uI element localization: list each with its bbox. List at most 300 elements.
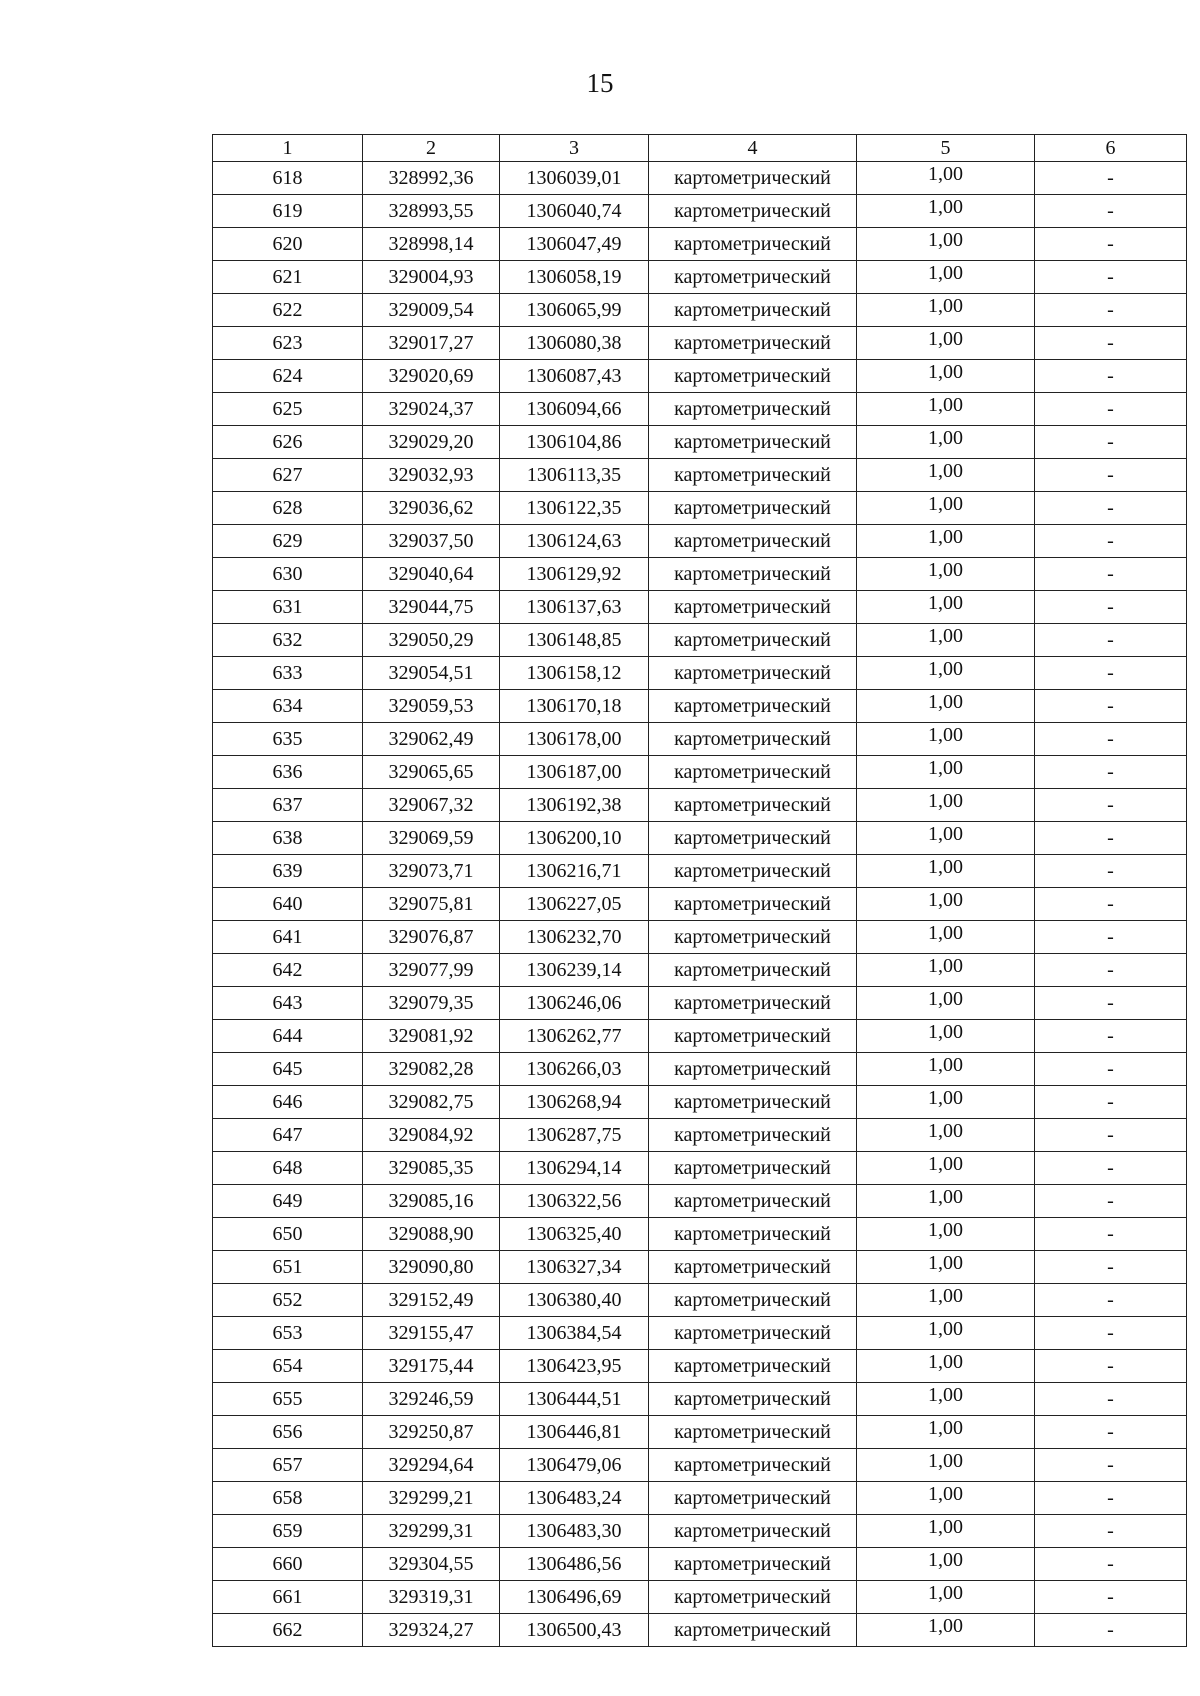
y-coordinate-cell: 1306268,94: [500, 1086, 649, 1119]
point-number-cell: 637: [213, 789, 363, 822]
x-coordinate-cell: 329009,54: [363, 294, 500, 327]
x-coordinate-cell: 329324,27: [363, 1614, 500, 1647]
note-cell: -: [1035, 261, 1187, 294]
point-number-cell: 644: [213, 1020, 363, 1053]
accuracy-cell: 1,00: [857, 1383, 1035, 1416]
y-coordinate-cell: 1306192,38: [500, 789, 649, 822]
y-coordinate-cell: 1306129,92: [500, 558, 649, 591]
point-number-cell: 653: [213, 1317, 363, 1350]
y-coordinate-cell: 1306065,99: [500, 294, 649, 327]
point-number-cell: 661: [213, 1581, 363, 1614]
note-cell: -: [1035, 195, 1187, 228]
y-coordinate-cell: 1306262,77: [500, 1020, 649, 1053]
y-coordinate-cell: 1306496,69: [500, 1581, 649, 1614]
y-coordinate-cell: 1306380,40: [500, 1284, 649, 1317]
table-row: [213, 162, 1187, 195]
x-coordinate-cell: 329020,69: [363, 360, 500, 393]
accuracy-cell: 1,00: [857, 1350, 1035, 1383]
table-header: [213, 135, 1187, 162]
method-cell: картометрический: [649, 723, 857, 756]
note-cell: -: [1035, 1482, 1187, 1515]
method-cell: картометрический: [649, 1218, 857, 1251]
note-cell: -: [1035, 1284, 1187, 1317]
y-coordinate-cell: 1306325,40: [500, 1218, 649, 1251]
x-coordinate-cell: 329069,59: [363, 822, 500, 855]
note-cell: -: [1035, 1185, 1187, 1218]
y-coordinate-cell: 1306148,85: [500, 624, 649, 657]
x-coordinate-cell: 329088,90: [363, 1218, 500, 1251]
accuracy-cell: 1,00: [857, 921, 1035, 954]
method-cell: картометрический: [649, 1317, 857, 1350]
note-cell: -: [1035, 360, 1187, 393]
method-cell: картометрический: [649, 954, 857, 987]
coordinates-table: [212, 134, 1187, 1647]
accuracy-cell: 1,00: [857, 723, 1035, 756]
method-cell: картометрический: [649, 855, 857, 888]
y-coordinate-cell: 1306266,03: [500, 1053, 649, 1086]
table-row: [213, 393, 1187, 426]
method-cell: картометрический: [649, 1614, 857, 1647]
x-coordinate-cell: 329044,75: [363, 591, 500, 624]
table-row: [213, 1482, 1187, 1515]
method-cell: картометрический: [649, 1251, 857, 1284]
table-row: [213, 228, 1187, 261]
x-coordinate-cell: 329037,50: [363, 525, 500, 558]
x-coordinate-cell: 329017,27: [363, 327, 500, 360]
method-cell: картометрический: [649, 426, 857, 459]
method-cell: картометрический: [649, 657, 857, 690]
y-coordinate-cell: 1306444,51: [500, 1383, 649, 1416]
y-coordinate-cell: 1306200,10: [500, 822, 649, 855]
note-cell: -: [1035, 723, 1187, 756]
y-coordinate-cell: 1306094,66: [500, 393, 649, 426]
point-number-cell: 650: [213, 1218, 363, 1251]
y-coordinate-cell: 1306039,01: [500, 162, 649, 195]
method-cell: картометрический: [649, 195, 857, 228]
column-header-5: 5: [857, 135, 1035, 162]
accuracy-cell: 1,00: [857, 393, 1035, 426]
point-number-cell: 652: [213, 1284, 363, 1317]
x-coordinate-cell: 329073,71: [363, 855, 500, 888]
accuracy-cell: 1,00: [857, 162, 1035, 195]
note-cell: -: [1035, 327, 1187, 360]
point-number-cell: 645: [213, 1053, 363, 1086]
point-number-cell: 656: [213, 1416, 363, 1449]
y-coordinate-cell: 1306158,12: [500, 657, 649, 690]
point-number-cell: 631: [213, 591, 363, 624]
accuracy-cell: 1,00: [857, 1152, 1035, 1185]
y-coordinate-cell: 1306483,24: [500, 1482, 649, 1515]
accuracy-cell: 1,00: [857, 1020, 1035, 1053]
table-row: [213, 1548, 1187, 1581]
note-cell: -: [1035, 1317, 1187, 1350]
note-cell: -: [1035, 954, 1187, 987]
x-coordinate-cell: 329082,75: [363, 1086, 500, 1119]
method-cell: картометрический: [649, 1581, 857, 1614]
table-row: [213, 1251, 1187, 1284]
y-coordinate-cell: 1306137,63: [500, 591, 649, 624]
note-cell: -: [1035, 1614, 1187, 1647]
y-coordinate-cell: 1306170,18: [500, 690, 649, 723]
point-number-cell: 658: [213, 1482, 363, 1515]
column-header-6: 6: [1035, 135, 1187, 162]
method-cell: картометрический: [649, 624, 857, 657]
table-row: [213, 855, 1187, 888]
note-cell: -: [1035, 393, 1187, 426]
note-cell: -: [1035, 294, 1187, 327]
table-row: [213, 987, 1187, 1020]
method-cell: картометрический: [649, 1185, 857, 1218]
accuracy-cell: 1,00: [857, 1614, 1035, 1647]
method-cell: картометрический: [649, 1515, 857, 1548]
note-cell: -: [1035, 690, 1187, 723]
note-cell: -: [1035, 1383, 1187, 1416]
method-cell: картометрический: [649, 492, 857, 525]
y-coordinate-cell: 1306294,14: [500, 1152, 649, 1185]
accuracy-cell: 1,00: [857, 987, 1035, 1020]
x-coordinate-cell: 329304,55: [363, 1548, 500, 1581]
y-coordinate-cell: 1306479,06: [500, 1449, 649, 1482]
x-coordinate-cell: 329062,49: [363, 723, 500, 756]
accuracy-cell: 1,00: [857, 525, 1035, 558]
method-cell: картометрический: [649, 294, 857, 327]
method-cell: картометрический: [649, 987, 857, 1020]
note-cell: -: [1035, 1251, 1187, 1284]
table-row: [213, 690, 1187, 723]
point-number-cell: 620: [213, 228, 363, 261]
method-cell: картометрический: [649, 756, 857, 789]
accuracy-cell: 1,00: [857, 492, 1035, 525]
x-coordinate-cell: 329299,21: [363, 1482, 500, 1515]
y-coordinate-cell: 1306087,43: [500, 360, 649, 393]
method-cell: картометрический: [649, 690, 857, 723]
method-cell: картометрический: [649, 789, 857, 822]
method-cell: картометрический: [649, 327, 857, 360]
y-coordinate-cell: 1306246,06: [500, 987, 649, 1020]
point-number-cell: 660: [213, 1548, 363, 1581]
accuracy-cell: 1,00: [857, 591, 1035, 624]
note-cell: -: [1035, 1020, 1187, 1053]
accuracy-cell: 1,00: [857, 294, 1035, 327]
method-cell: картометрический: [649, 1020, 857, 1053]
point-number-cell: 642: [213, 954, 363, 987]
note-cell: -: [1035, 756, 1187, 789]
x-coordinate-cell: 329075,81: [363, 888, 500, 921]
note-cell: -: [1035, 855, 1187, 888]
table-row: [213, 558, 1187, 591]
x-coordinate-cell: 329040,64: [363, 558, 500, 591]
table-row: [213, 459, 1187, 492]
accuracy-cell: 1,00: [857, 1515, 1035, 1548]
y-coordinate-cell: 1306124,63: [500, 525, 649, 558]
method-cell: картометрический: [649, 1416, 857, 1449]
note-cell: -: [1035, 591, 1187, 624]
accuracy-cell: 1,00: [857, 1218, 1035, 1251]
note-cell: -: [1035, 1350, 1187, 1383]
point-number-cell: 632: [213, 624, 363, 657]
y-coordinate-cell: 1306486,56: [500, 1548, 649, 1581]
table-row: [213, 1185, 1187, 1218]
method-cell: картометрический: [649, 888, 857, 921]
accuracy-cell: 1,00: [857, 1119, 1035, 1152]
page-number: 15: [586, 68, 614, 98]
point-number-cell: 639: [213, 855, 363, 888]
note-cell: -: [1035, 1053, 1187, 1086]
accuracy-cell: 1,00: [857, 1581, 1035, 1614]
x-coordinate-cell: 329036,62: [363, 492, 500, 525]
accuracy-cell: 1,00: [857, 1284, 1035, 1317]
point-number-cell: 626: [213, 426, 363, 459]
y-coordinate-cell: 1306322,56: [500, 1185, 649, 1218]
x-coordinate-cell: 329155,47: [363, 1317, 500, 1350]
table-row: [213, 1515, 1187, 1548]
y-coordinate-cell: 1306384,54: [500, 1317, 649, 1350]
method-cell: картометрический: [649, 1152, 857, 1185]
method-cell: картометрический: [649, 1482, 857, 1515]
x-coordinate-cell: 329029,20: [363, 426, 500, 459]
accuracy-cell: 1,00: [857, 327, 1035, 360]
y-coordinate-cell: 1306500,43: [500, 1614, 649, 1647]
table-row: [213, 327, 1187, 360]
accuracy-cell: 1,00: [857, 822, 1035, 855]
accuracy-cell: 1,00: [857, 855, 1035, 888]
accuracy-cell: 1,00: [857, 954, 1035, 987]
point-number-cell: 659: [213, 1515, 363, 1548]
x-coordinate-cell: 329050,29: [363, 624, 500, 657]
x-coordinate-cell: 329067,32: [363, 789, 500, 822]
table-row: [213, 195, 1187, 228]
column-header-3: 3: [500, 135, 649, 162]
table-row: [213, 492, 1187, 525]
accuracy-cell: 1,00: [857, 888, 1035, 921]
method-cell: картометрический: [649, 1053, 857, 1086]
table-row: [213, 1416, 1187, 1449]
point-number-cell: 621: [213, 261, 363, 294]
y-coordinate-cell: 1306216,71: [500, 855, 649, 888]
accuracy-cell: 1,00: [857, 690, 1035, 723]
note-cell: -: [1035, 987, 1187, 1020]
x-coordinate-cell: 329004,93: [363, 261, 500, 294]
note-cell: -: [1035, 558, 1187, 591]
point-number-cell: 643: [213, 987, 363, 1020]
table-row: [213, 1581, 1187, 1614]
table-row: [213, 1449, 1187, 1482]
note-cell: -: [1035, 921, 1187, 954]
method-cell: картометрический: [649, 591, 857, 624]
table-row: [213, 261, 1187, 294]
y-coordinate-cell: 1306483,30: [500, 1515, 649, 1548]
point-number-cell: 635: [213, 723, 363, 756]
accuracy-cell: 1,00: [857, 1251, 1035, 1284]
point-number-cell: 633: [213, 657, 363, 690]
x-coordinate-cell: 329084,92: [363, 1119, 500, 1152]
point-number-cell: 651: [213, 1251, 363, 1284]
method-cell: картометрический: [649, 525, 857, 558]
method-cell: картометрический: [649, 1350, 857, 1383]
point-number-cell: 630: [213, 558, 363, 591]
point-number-cell: 618: [213, 162, 363, 195]
y-coordinate-cell: 1306178,00: [500, 723, 649, 756]
accuracy-cell: 1,00: [857, 360, 1035, 393]
point-number-cell: 647: [213, 1119, 363, 1152]
x-coordinate-cell: 329299,31: [363, 1515, 500, 1548]
note-cell: -: [1035, 624, 1187, 657]
y-coordinate-cell: 1306187,00: [500, 756, 649, 789]
y-coordinate-cell: 1306080,38: [500, 327, 649, 360]
point-number-cell: 649: [213, 1185, 363, 1218]
note-cell: -: [1035, 1152, 1187, 1185]
note-cell: -: [1035, 1119, 1187, 1152]
accuracy-cell: 1,00: [857, 1482, 1035, 1515]
y-coordinate-cell: 1306058,19: [500, 261, 649, 294]
note-cell: -: [1035, 1581, 1187, 1614]
x-coordinate-cell: 329065,65: [363, 756, 500, 789]
accuracy-cell: 1,00: [857, 228, 1035, 261]
x-coordinate-cell: 329175,44: [363, 1350, 500, 1383]
table-row: [213, 624, 1187, 657]
point-number-cell: 638: [213, 822, 363, 855]
point-number-cell: 625: [213, 393, 363, 426]
accuracy-cell: 1,00: [857, 195, 1035, 228]
table-row: [213, 1152, 1187, 1185]
column-header-4: 4: [649, 135, 857, 162]
accuracy-cell: 1,00: [857, 459, 1035, 492]
accuracy-cell: 1,00: [857, 756, 1035, 789]
column-header-2: 2: [363, 135, 500, 162]
table-row: [213, 1614, 1187, 1647]
method-cell: картометрический: [649, 393, 857, 426]
x-coordinate-cell: 329085,35: [363, 1152, 500, 1185]
point-number-cell: 628: [213, 492, 363, 525]
note-cell: -: [1035, 162, 1187, 195]
note-cell: -: [1035, 459, 1187, 492]
note-cell: -: [1035, 1449, 1187, 1482]
method-cell: картометрический: [649, 1284, 857, 1317]
method-cell: картометрический: [649, 360, 857, 393]
point-number-cell: 624: [213, 360, 363, 393]
x-coordinate-cell: 329076,87: [363, 921, 500, 954]
table-row: [213, 1218, 1187, 1251]
x-coordinate-cell: 329085,16: [363, 1185, 500, 1218]
table-row: [213, 294, 1187, 327]
table-row: [213, 723, 1187, 756]
y-coordinate-cell: 1306040,74: [500, 195, 649, 228]
y-coordinate-cell: 1306227,05: [500, 888, 649, 921]
table-row: [213, 822, 1187, 855]
x-coordinate-cell: 329032,93: [363, 459, 500, 492]
table-row: [213, 1284, 1187, 1317]
table-row: [213, 360, 1187, 393]
y-coordinate-cell: 1306423,95: [500, 1350, 649, 1383]
point-number-cell: 654: [213, 1350, 363, 1383]
accuracy-cell: 1,00: [857, 261, 1035, 294]
method-cell: картометрический: [649, 1548, 857, 1581]
x-coordinate-cell: 329319,31: [363, 1581, 500, 1614]
table-row: [213, 921, 1187, 954]
accuracy-cell: 1,00: [857, 789, 1035, 822]
method-cell: картометрический: [649, 1086, 857, 1119]
note-cell: -: [1035, 789, 1187, 822]
method-cell: картометрический: [649, 1449, 857, 1482]
table-row: [213, 1317, 1187, 1350]
accuracy-cell: 1,00: [857, 1086, 1035, 1119]
accuracy-cell: 1,00: [857, 1449, 1035, 1482]
point-number-cell: 634: [213, 690, 363, 723]
point-number-cell: 636: [213, 756, 363, 789]
note-cell: -: [1035, 525, 1187, 558]
x-coordinate-cell: 329081,92: [363, 1020, 500, 1053]
note-cell: -: [1035, 657, 1187, 690]
accuracy-cell: 1,00: [857, 1185, 1035, 1218]
point-number-cell: 629: [213, 525, 363, 558]
method-cell: картометрический: [649, 1383, 857, 1416]
header-row: [213, 135, 1187, 162]
accuracy-cell: 1,00: [857, 624, 1035, 657]
point-number-cell: 619: [213, 195, 363, 228]
x-coordinate-cell: 328998,14: [363, 228, 500, 261]
y-coordinate-cell: 1306287,75: [500, 1119, 649, 1152]
note-cell: -: [1035, 888, 1187, 921]
x-coordinate-cell: 329079,35: [363, 987, 500, 1020]
x-coordinate-cell: 329250,87: [363, 1416, 500, 1449]
note-cell: -: [1035, 822, 1187, 855]
x-coordinate-cell: 329054,51: [363, 657, 500, 690]
y-coordinate-cell: 1306047,49: [500, 228, 649, 261]
method-cell: картометрический: [649, 558, 857, 591]
point-number-cell: 662: [213, 1614, 363, 1647]
table-row: [213, 525, 1187, 558]
y-coordinate-cell: 1306113,35: [500, 459, 649, 492]
accuracy-cell: 1,00: [857, 558, 1035, 591]
point-number-cell: 641: [213, 921, 363, 954]
y-coordinate-cell: 1306104,86: [500, 426, 649, 459]
note-cell: -: [1035, 1218, 1187, 1251]
table-row: [213, 591, 1187, 624]
table-row: [213, 1350, 1187, 1383]
note-cell: -: [1035, 1515, 1187, 1548]
x-coordinate-cell: 329059,53: [363, 690, 500, 723]
point-number-cell: 640: [213, 888, 363, 921]
x-coordinate-cell: 328992,36: [363, 162, 500, 195]
method-cell: картометрический: [649, 822, 857, 855]
note-cell: -: [1035, 1416, 1187, 1449]
note-cell: -: [1035, 1548, 1187, 1581]
x-coordinate-cell: 329246,59: [363, 1383, 500, 1416]
point-number-cell: 623: [213, 327, 363, 360]
y-coordinate-cell: 1306446,81: [500, 1416, 649, 1449]
accuracy-cell: 1,00: [857, 1548, 1035, 1581]
table-row: [213, 1119, 1187, 1152]
x-coordinate-cell: 328993,55: [363, 195, 500, 228]
y-coordinate-cell: 1306327,34: [500, 1251, 649, 1284]
table-row: [213, 426, 1187, 459]
x-coordinate-cell: 329082,28: [363, 1053, 500, 1086]
table-row: [213, 1383, 1187, 1416]
table-row: [213, 1053, 1187, 1086]
table-row: [213, 1086, 1187, 1119]
method-cell: картометрический: [649, 921, 857, 954]
accuracy-cell: 1,00: [857, 426, 1035, 459]
accuracy-cell: 1,00: [857, 657, 1035, 690]
y-coordinate-cell: 1306239,14: [500, 954, 649, 987]
x-coordinate-cell: 329294,64: [363, 1449, 500, 1482]
accuracy-cell: 1,00: [857, 1053, 1035, 1086]
accuracy-cell: 1,00: [857, 1416, 1035, 1449]
column-header-1: 1: [213, 135, 363, 162]
note-cell: -: [1035, 228, 1187, 261]
table-row: [213, 789, 1187, 822]
table-row: [213, 1020, 1187, 1053]
